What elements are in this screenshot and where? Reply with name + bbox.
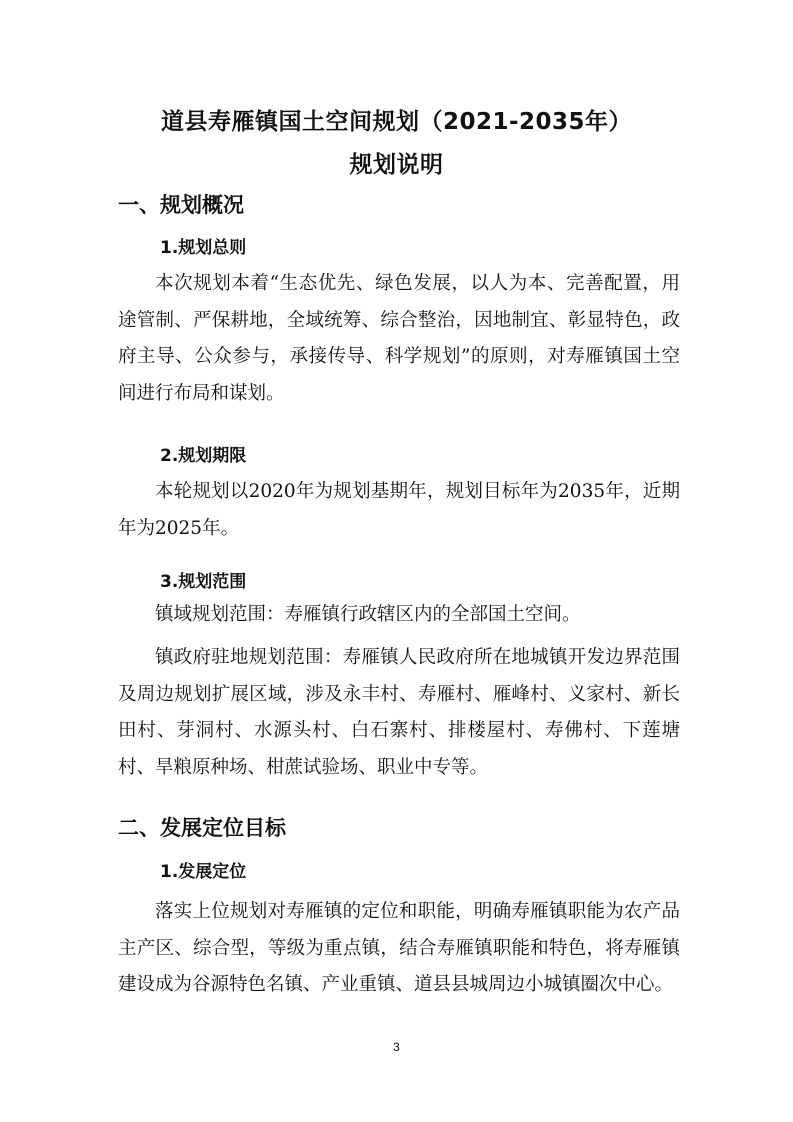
- document-title: 道县寿雁镇国土空间规划（2021-2035年）: [160, 109, 633, 135]
- paragraph-planning-period: 本轮规划以2020年为规划基期年，规划目标年为2035年，近期年为2025年。: [118, 481, 680, 539]
- page-number: 3: [393, 1040, 400, 1054]
- paragraph-township-scope: 镇域规划范围：寿雁镇行政辖区内的全部国土空间。: [155, 604, 581, 625]
- paragraph-government-seat-scope: 镇政府驻地规划范围：寿雁镇人民政府所在地城镇开发边界范围及周边规划扩展区域，涉及永丰村、寿雁村、雁峰村、义家村、新长田村、芽洞村、水源头村、白石寨村、排楼屋村、寿佛村、下莲塘村、旱粮原种场、柑蔗试验场、职业中专等。: [118, 647, 680, 778]
- section-heading-overview: 一、规划概况: [118, 193, 244, 217]
- paragraph-general-principles: 本次规划本着“生态优先、绿色发展，以人为本、完善配置，用途管制、严保耕地，全域统筹、综合整治，因地制宜、彰显特色，政府主导、公众参与，承接传导、科学规划”的原则，对寿雁镇国土空间进行布局和谋划。: [118, 273, 680, 404]
- subsection-heading-general-principles: 1.规划总则: [160, 238, 247, 258]
- document-subtitle: 规划说明: [349, 152, 444, 178]
- subsection-heading-development-positioning: 1.发展定位: [160, 862, 247, 882]
- subsection-heading-planning-scope: 3.规划范围: [160, 572, 247, 592]
- paragraph-development-positioning: 落实上位规划对寿雁镇的定位和职能，明确寿雁镇职能为农产品主产区、综合型，等级为重点镇，结合寿雁镇职能和特色，将寿雁镇建设成为谷源特色名镇、产业重镇、道县县城周边小城镇圈次中心。: [118, 901, 680, 995]
- section-heading-development-goals: 二、发展定位目标: [118, 816, 286, 840]
- subsection-heading-planning-period: 2.规划期限: [160, 446, 247, 466]
